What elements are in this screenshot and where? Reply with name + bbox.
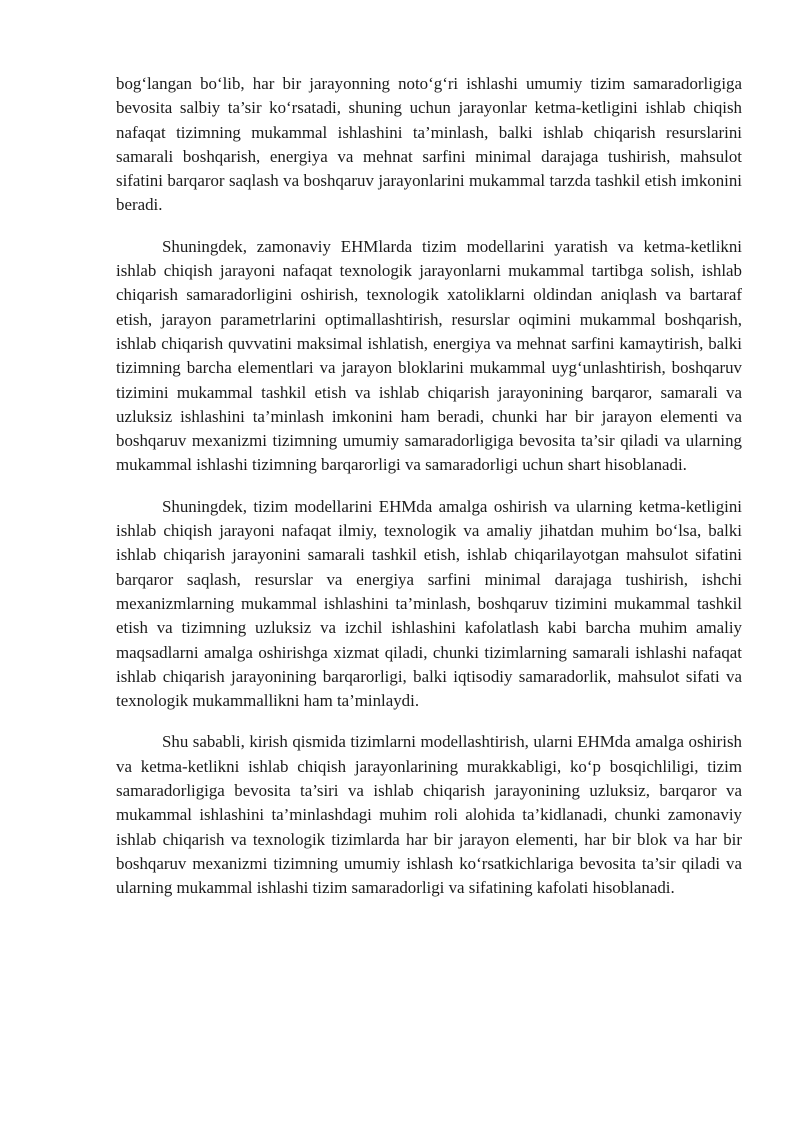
paragraph: Shu sababli, kirish qismida tizimlarni modellashtirish, ularni EHMda amalga oshirish va ketma-ketlikni ishlab chiqish jarayonlarining murakkabligi, ko‘p bosqichliligi, tizim samaradorligiga bevosita ta’siri va ishlab chiqarish jarayonining uzluksiz, barqaror va mukammal ishlashini ta’minlashdagi muhim roli alohida ta’kidlanadi, chunki zamonaviy ishlab chiqarish va texnologik tizimlarda har bir jarayon elementi, har bir blok va har bir boshqaruv mexanizmi tizimning umumiy ishlash ko‘rsatkichlariga bevosita ta’sir qiladi va ularning mukammal ishlashi tizim samaradorligi va sifatining kafolati hisoblanadi. bbox=[116, 732, 742, 898]
paragraph-continuation: bog‘langan bo‘lib, har bir jarayonning noto‘g‘ri ishlashi umumiy tizim samaradorligiga bevosita salbiy ta’sir ko‘rsatadi, shuning uchun jarayonlar ketma-ketligini ishlab chiqish nafaqat tizimning mukammal ishlashini ta’minlash, balki ishlab chiqarish resurslarini samarali boshqarish, energiya va mehnat sarfini minimal darajaga tushirish, mahsulot sifatini barqaror saqlash va boshqaruv jarayonlarini mukammal tarzda tashkil etish imkonini beradi. bbox=[116, 74, 742, 215]
paragraph: Shuningdek, tizim modellarini EHMda amalga oshirish va ularning ketma-ketligini ishlab chiqish jarayoni nafaqat ilmiy, texnologik va amaliy jihatdan muhim bo‘lsa, balki ishlab chiqarish jarayonini samarali tashkil etish, ishlab chiqarilayotgan mahsulot sifatini barqaror saqlash, resurslar va energiya sarfini minimal darajaga tushirish, ishchi mexanizmlarning mukammal ishlashini ta’minlash, boshqaruv tizimini mukammal tashkil etish va tizimning uzluksiz va izchil ishlashini kafolatlash kabi barcha muhim amaliy maqsadlarni amalga oshirishga xizmat qiladi, chunki tizimlarning samarali ishlashi nafaqat ishlab chiqarish jarayonining barqarorligi, balki iqtisodiy samaradorlik, mahsulot sifati va texnologik mukammallikni ham ta’minlaydi. bbox=[116, 496, 742, 711]
paragraph: Shuningdek, zamonaviy EHMlarda tizim modellarini yaratish va ketma-ketlikni ishlab chiqish jarayoni nafaqat texnologik jarayonlarni mukammal tartibga solish, ishlab chiqarish samaradorligini oshirish, texnologik xatoliklarni oldindan aniqlash va bartaraf etish, jarayon parametrlarini optimallashtirish, resurslar oqimini mukammal boshqarish, ishlab chiqarish quvvatini maksimal ishlatish, energiya va mehnat sarfini kamaytirish, balki tizimning barcha elementlari va jarayon bloklarini mukammal uyg‘unlashtirish, boshqaruv tizimini mukammal tashkil etish va ishlab chiqarish jarayonining barqaror, samarali va uzluksiz ishlashini ta’minlash imkonini ham beradi, chunki har bir jarayon elementi va boshqaruv mexanizmi tizimning umumiy samaradorligiga bevosita ta’sir qiladi va ularning mukammal ishlashi tizimning barqarorligi va samaradorligi uchun shart hisoblanadi. bbox=[116, 236, 742, 475]
